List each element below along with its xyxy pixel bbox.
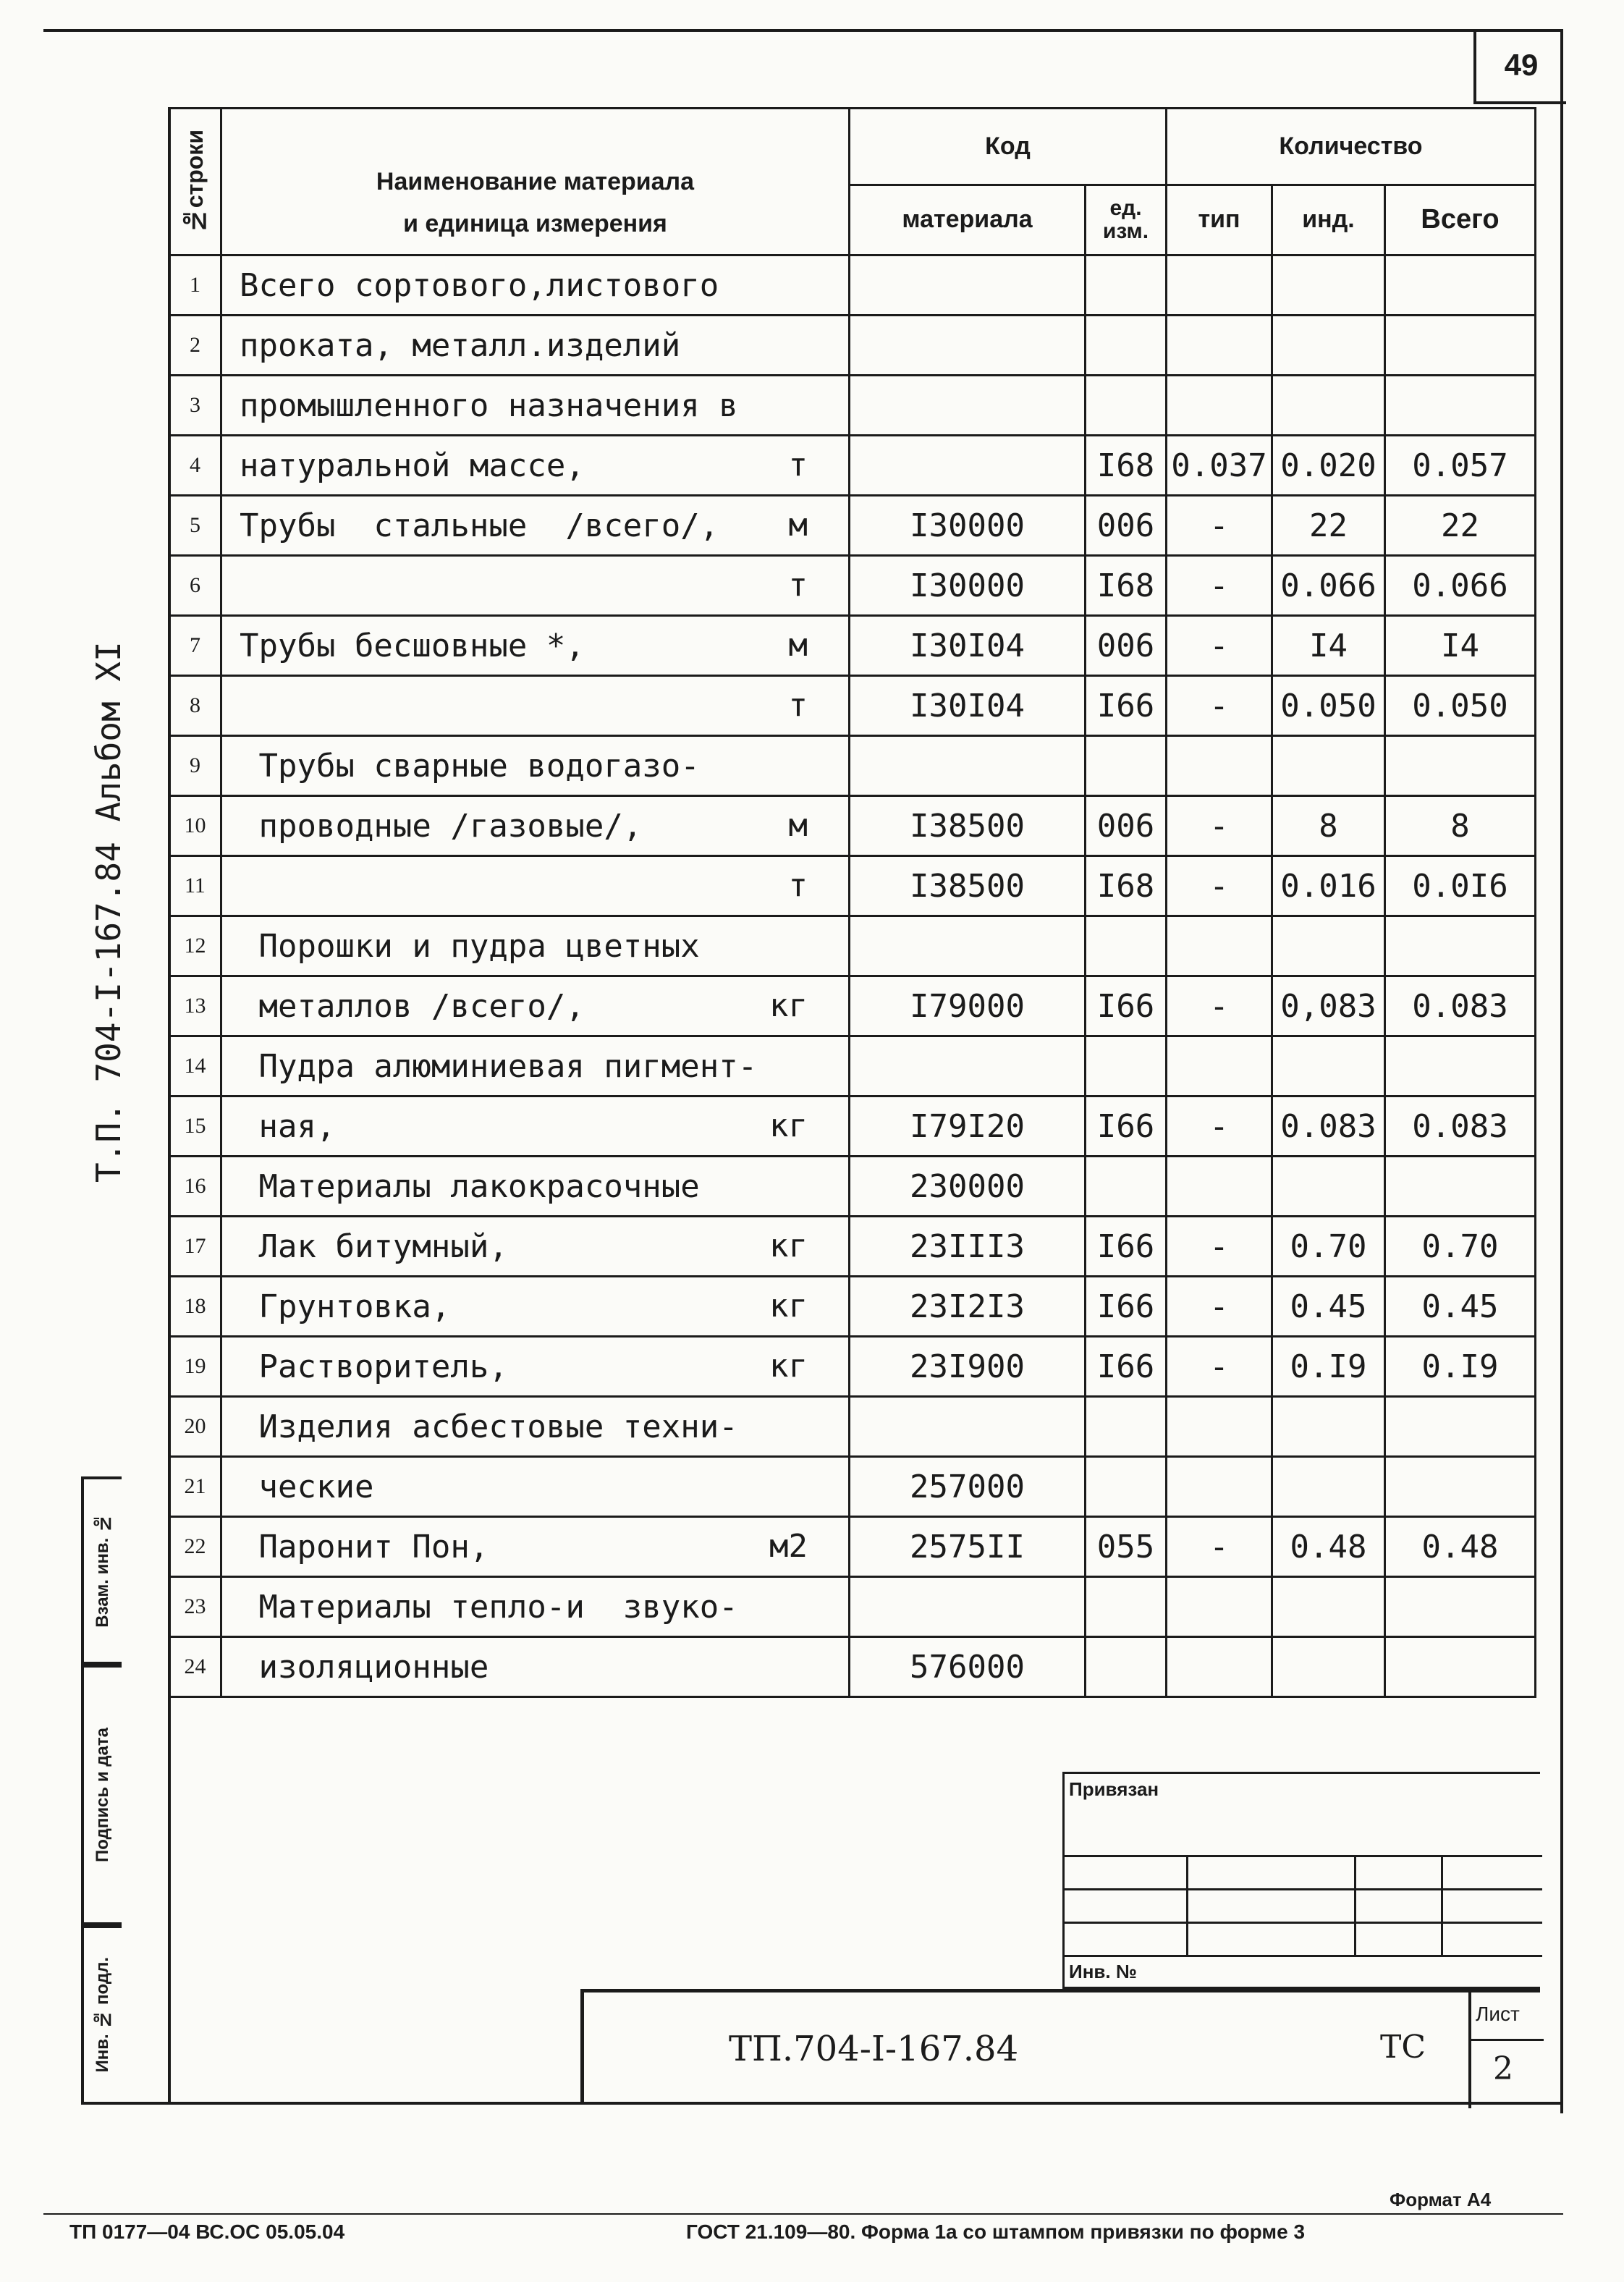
material-name-text: Трубы бесшовные *, [240, 627, 585, 664]
qty-total-cell [1385, 376, 1536, 436]
row-number-cell: 24 [169, 1637, 221, 1697]
row-number-cell: 8 [169, 676, 221, 736]
material-name-cell [221, 796, 850, 856]
qty-ind-cell: 0.050 [1272, 676, 1385, 736]
qty-ind-cell: 0.45 [1272, 1277, 1385, 1337]
material-code-cell: 230000 [850, 1157, 1086, 1217]
material-name-cell [221, 616, 850, 676]
material-code-cell: 257000 [850, 1457, 1086, 1517]
qty-type-cell [1167, 1397, 1272, 1457]
qty-total-cell: 0.45 [1385, 1277, 1536, 1337]
unit-code-cell: I68 [1086, 856, 1167, 916]
bound-line-3 [1065, 1922, 1542, 1924]
qty-type-cell: - [1167, 496, 1272, 556]
unit-code-cell [1086, 376, 1167, 436]
qty-ind-cell: 0.I9 [1272, 1337, 1385, 1397]
qty-ind-cell [1272, 376, 1385, 436]
material-name-cell [221, 1036, 850, 1096]
table-row [169, 376, 1536, 436]
unit-code-cell: I66 [1086, 976, 1167, 1036]
header-qty-ind: инд. [1272, 185, 1385, 255]
qty-total-cell: 0.083 [1385, 976, 1536, 1036]
qty-type-cell [1167, 1457, 1272, 1517]
materials-table [168, 107, 1536, 1698]
unit-code-cell [1086, 1036, 1167, 1096]
header-row-number-text: №строки [182, 129, 208, 234]
unit-code-cell [1086, 1577, 1167, 1637]
qty-type-cell [1167, 1577, 1272, 1637]
header-name-text: Наименование материала и единица измерения [376, 168, 695, 237]
table-row [169, 255, 1536, 316]
material-name-text: промышленного назначения в [240, 386, 738, 424]
frame-top-line [43, 29, 1563, 32]
qty-ind-cell [1272, 1457, 1385, 1517]
material-name-text: Лак битумный, [240, 1227, 508, 1265]
unit-text: кг [769, 1107, 808, 1144]
qty-ind-cell: 0.48 [1272, 1517, 1385, 1577]
material-name-cell [221, 1277, 850, 1337]
qty-ind-cell [1272, 255, 1385, 316]
unit-code-cell [1086, 1637, 1167, 1697]
bound-vline-2 [1354, 1855, 1356, 1955]
unit-code-cell: I66 [1086, 676, 1167, 736]
table-row [169, 1457, 1536, 1517]
unit-code-cell: I66 [1086, 1096, 1167, 1157]
table-row [169, 976, 1536, 1036]
unit-code-cell: I66 [1086, 1337, 1167, 1397]
qty-ind-cell: 0.016 [1272, 856, 1385, 916]
row-number-cell: 4 [169, 436, 221, 496]
qty-ind-cell [1272, 1577, 1385, 1637]
row-number-cell: 5 [169, 496, 221, 556]
qty-ind-cell: 0.083 [1272, 1096, 1385, 1157]
row-number-cell: 13 [169, 976, 221, 1036]
material-name-text: Растворитель, [240, 1348, 508, 1385]
unit-code-cell [1086, 916, 1167, 976]
stamp-signature-date [81, 1665, 122, 1925]
qty-type-cell: - [1167, 1517, 1272, 1577]
table-body [169, 255, 1536, 1697]
qty-total-cell [1385, 1637, 1536, 1697]
qty-type-cell [1167, 376, 1272, 436]
qty-ind-cell: 0.020 [1272, 436, 1385, 496]
qty-type-cell [1167, 1036, 1272, 1096]
frame-right-line [1560, 29, 1563, 2113]
footer-left: ТП 0177—04 ВС.ОС 05.05.04 [69, 2220, 345, 2243]
qty-ind-cell: I4 [1272, 616, 1385, 676]
table-row [169, 1157, 1536, 1217]
row-number-cell: 20 [169, 1397, 221, 1457]
qty-total-cell: 0.050 [1385, 676, 1536, 736]
material-code-cell: I30I04 [850, 616, 1086, 676]
qty-ind-cell [1272, 316, 1385, 376]
unit-text: т [788, 867, 808, 904]
material-name-cell [221, 436, 850, 496]
bound-label: Привязан [1069, 1778, 1159, 1800]
table-row [169, 1096, 1536, 1157]
unit-code-cell: I68 [1086, 556, 1167, 616]
header-code-material: материала [850, 185, 1086, 255]
unit-code-cell: 006 [1086, 796, 1167, 856]
sheet-number: 2 [1493, 2050, 1513, 2087]
material-code-cell: I30000 [850, 556, 1086, 616]
material-code-cell: I38500 [850, 796, 1086, 856]
qty-total-cell: 0.I9 [1385, 1337, 1536, 1397]
unit-text: м2 [769, 1528, 808, 1565]
unit-code-cell: 006 [1086, 496, 1167, 556]
material-name-cell [221, 856, 850, 916]
qty-ind-cell [1272, 1036, 1385, 1096]
table-row [169, 496, 1536, 556]
stamp-orig-inv [81, 1925, 122, 2105]
format-label: Формат А4 [1390, 2189, 1492, 2210]
table-row [169, 856, 1536, 916]
unit-code-cell [1086, 1397, 1167, 1457]
material-name-cell [221, 496, 850, 556]
qty-type-cell: - [1167, 676, 1272, 736]
header-name [221, 109, 850, 255]
qty-total-cell [1385, 316, 1536, 376]
unit-text: кг [769, 1348, 808, 1385]
unit-text: кг [769, 987, 808, 1024]
material-name-text: натуральной массе, [240, 447, 585, 484]
material-code-cell: 23I2I3 [850, 1277, 1086, 1337]
qty-type-cell [1167, 1157, 1272, 1217]
qty-total-cell: 22 [1385, 496, 1536, 556]
qty-type-cell: 0.037 [1167, 436, 1272, 496]
qty-total-cell [1385, 1457, 1536, 1517]
qty-type-cell: - [1167, 1337, 1272, 1397]
inv-label: Инв. № [1069, 1961, 1137, 1982]
unit-code-cell [1086, 255, 1167, 316]
row-number-cell: 7 [169, 616, 221, 676]
material-name-text: проката, металл.изделий [240, 326, 681, 364]
page-number: 49 [1473, 29, 1566, 104]
qty-total-cell: 0.70 [1385, 1217, 1536, 1277]
header-quantity-group: Количество [1167, 109, 1536, 185]
row-number-cell: 17 [169, 1217, 221, 1277]
material-name-cell [221, 1457, 850, 1517]
material-name-text: ная, [240, 1107, 336, 1145]
material-name-cell [221, 676, 850, 736]
header-code-unit: ед. изм. [1086, 185, 1167, 255]
qty-ind-cell [1272, 1157, 1385, 1217]
row-number-cell: 18 [169, 1277, 221, 1337]
table-row [169, 916, 1536, 976]
row-number-cell: 23 [169, 1577, 221, 1637]
material-name-text: изоляционные [240, 1648, 489, 1686]
material-name-cell [221, 376, 850, 436]
footer-center: ГОСТ 21.109—80. Форма 1а со штампом привязки по форме 3 [686, 2220, 1306, 2243]
qty-total-cell [1385, 1157, 1536, 1217]
material-name-text: Изделия асбестовые техни- [240, 1408, 738, 1445]
unit-code-cell [1086, 1157, 1167, 1217]
qty-ind-cell [1272, 1637, 1385, 1697]
row-number-cell: 15 [169, 1096, 221, 1157]
qty-type-cell: - [1167, 556, 1272, 616]
qty-type-cell: - [1167, 856, 1272, 916]
table-row [169, 1577, 1536, 1637]
material-code-cell: I30000 [850, 496, 1086, 556]
material-name-cell [221, 556, 850, 616]
material-name-cell [221, 1337, 850, 1397]
unit-text: т [788, 687, 808, 724]
unit-text: кг [769, 1227, 808, 1264]
table-row [169, 616, 1536, 676]
material-name-cell [221, 916, 850, 976]
qty-ind-cell [1272, 736, 1385, 796]
material-code-cell: I38500 [850, 856, 1086, 916]
doc-code: ТС [1380, 2029, 1426, 2066]
stamp-orig-inv-label: Инв. № подл. [93, 1957, 112, 2073]
qty-type-cell [1167, 316, 1272, 376]
row-number-cell: 9 [169, 736, 221, 796]
stamp-replace-inv [81, 1476, 122, 1665]
material-name-cell [221, 1096, 850, 1157]
sheet-cell-hline [1468, 2039, 1544, 2041]
unit-text: м [788, 507, 808, 544]
material-name-cell [221, 736, 850, 796]
designation: ТП.704-I-167.84 [729, 2029, 1019, 2069]
material-code-cell: I79000 [850, 976, 1086, 1036]
material-code-cell [850, 436, 1086, 496]
material-name-cell [221, 255, 850, 316]
table-row [169, 1036, 1536, 1096]
table-row [169, 1337, 1536, 1397]
qty-type-cell [1167, 916, 1272, 976]
qty-type-cell [1167, 736, 1272, 796]
unit-code-cell: 055 [1086, 1517, 1167, 1577]
material-code-cell [850, 1397, 1086, 1457]
material-name-text: ческие [240, 1468, 374, 1505]
qty-total-cell [1385, 1577, 1536, 1637]
qty-total-cell: 8 [1385, 796, 1536, 856]
table-row [169, 436, 1536, 496]
material-code-cell: 576000 [850, 1637, 1086, 1697]
qty-total-cell: 0.0I6 [1385, 856, 1536, 916]
row-number-cell: 6 [169, 556, 221, 616]
bound-line-1 [1065, 1855, 1542, 1857]
bound-line-2 [1065, 1888, 1542, 1890]
material-name-cell [221, 976, 850, 1036]
qty-ind-cell: 0.70 [1272, 1217, 1385, 1277]
material-code-cell [850, 255, 1086, 316]
row-number-cell: 12 [169, 916, 221, 976]
qty-type-cell: - [1167, 1217, 1272, 1277]
qty-ind-cell: 0.066 [1272, 556, 1385, 616]
qty-total-cell [1385, 255, 1536, 316]
qty-type-cell: - [1167, 616, 1272, 676]
material-code-cell [850, 376, 1086, 436]
material-name-text: Трубы стальные /всего/, [240, 507, 719, 544]
qty-type-cell: - [1167, 1277, 1272, 1337]
qty-type-cell [1167, 1637, 1272, 1697]
row-number-cell: 10 [169, 796, 221, 856]
material-name-text: Пудра алюминиевая пигмент- [240, 1047, 758, 1085]
material-code-cell [850, 1577, 1086, 1637]
unit-code-cell: I66 [1086, 1217, 1167, 1277]
material-code-cell: 23III3 [850, 1217, 1086, 1277]
row-number-cell: 16 [169, 1157, 221, 1217]
header-code-group: Код [850, 109, 1167, 185]
qty-total-cell: 0.057 [1385, 436, 1536, 496]
sheet-cell-vline [1468, 1992, 1471, 2108]
side-designation: Т.П. 704-I-167.84 Альбом XI [89, 641, 128, 1183]
table-row [169, 316, 1536, 376]
header-qty-total: Всего [1385, 185, 1536, 255]
qty-ind-cell [1272, 1397, 1385, 1457]
material-code-cell [850, 1036, 1086, 1096]
bound-block [1062, 1772, 1540, 1989]
material-name-text: Трубы сварные водогазо- [240, 747, 700, 785]
row-number-cell: 21 [169, 1457, 221, 1517]
table-row [169, 676, 1536, 736]
material-name-cell [221, 1397, 850, 1457]
qty-total-cell: 0.066 [1385, 556, 1536, 616]
header-qty-type: тип [1167, 185, 1272, 255]
unit-code-cell: I66 [1086, 1277, 1167, 1337]
qty-total-cell [1385, 1397, 1536, 1457]
material-name-text: Паронит Пон, [240, 1528, 489, 1565]
table-row [169, 796, 1536, 856]
material-name-text: металлов /всего/, [240, 987, 585, 1025]
qty-ind-cell: 22 [1272, 496, 1385, 556]
material-name-cell [221, 1517, 850, 1577]
material-name-text: проводные /газовые/, [240, 807, 643, 845]
qty-type-cell: - [1167, 1096, 1272, 1157]
qty-total-cell [1385, 1036, 1536, 1096]
row-number-cell: 22 [169, 1517, 221, 1577]
unit-code-cell [1086, 736, 1167, 796]
qty-total-cell: 0.083 [1385, 1096, 1536, 1157]
unit-code-cell [1086, 1457, 1167, 1517]
bound-vline-3 [1441, 1855, 1443, 1955]
qty-total-cell: I4 [1385, 616, 1536, 676]
table-row [169, 556, 1536, 616]
qty-type-cell [1167, 255, 1272, 316]
material-name-cell [221, 1217, 850, 1277]
material-name-cell [221, 316, 850, 376]
material-name-text: Всего сортового,листового [240, 266, 719, 304]
row-number-cell: 11 [169, 856, 221, 916]
material-name-cell [221, 1577, 850, 1637]
title-block [580, 1989, 1540, 2105]
material-code-cell [850, 916, 1086, 976]
material-name-cell [221, 1637, 850, 1697]
material-name-text: Материалы тепло-и звуко- [240, 1588, 738, 1626]
footer-line [43, 2213, 1563, 2215]
table-row [169, 1277, 1536, 1337]
qty-total-cell [1385, 736, 1536, 796]
unit-text: кг [769, 1288, 808, 1324]
table-row [169, 1217, 1536, 1277]
table-row [169, 1517, 1536, 1577]
qty-type-cell: - [1167, 796, 1272, 856]
qty-total-cell [1385, 916, 1536, 976]
qty-type-cell: - [1167, 976, 1272, 1036]
stamp-signature-date-label: Подпись и дата [93, 1728, 112, 1862]
unit-code-cell: I68 [1086, 436, 1167, 496]
row-number-cell: 2 [169, 316, 221, 376]
row-number-cell: 14 [169, 1036, 221, 1096]
table-row [169, 1637, 1536, 1697]
header-row-number [169, 109, 221, 255]
bound-vline-1 [1186, 1855, 1188, 1955]
material-name-text: Материалы лакокрасочные [240, 1167, 700, 1205]
table-row [169, 1397, 1536, 1457]
table-row [169, 736, 1536, 796]
bound-line-4 [1065, 1955, 1542, 1957]
qty-ind-cell: 0,083 [1272, 976, 1385, 1036]
material-name-text: Грунтовка, [240, 1288, 451, 1325]
unit-text: м [788, 627, 808, 664]
material-code-cell: I79I20 [850, 1096, 1086, 1157]
unit-text: м [788, 807, 808, 844]
unit-code-cell [1086, 316, 1167, 376]
row-number-cell: 3 [169, 376, 221, 436]
row-number-cell: 1 [169, 255, 221, 316]
material-code-cell [850, 316, 1086, 376]
material-code-cell: 23I900 [850, 1337, 1086, 1397]
sheet-label: Лист [1476, 2003, 1520, 2025]
qty-total-cell: 0.48 [1385, 1517, 1536, 1577]
material-name-text: Порошки и пудра цветных [240, 927, 700, 965]
row-number-cell: 19 [169, 1337, 221, 1397]
unit-text: т [788, 447, 808, 483]
material-code-cell: 2575II [850, 1517, 1086, 1577]
unit-text: т [788, 567, 808, 604]
material-code-cell [850, 736, 1086, 796]
material-code-cell: I30I04 [850, 676, 1086, 736]
material-name-cell [221, 1157, 850, 1217]
stamp-replace-inv-label: Взам. инв. № [93, 1513, 112, 1628]
qty-ind-cell [1272, 916, 1385, 976]
unit-code-cell: 006 [1086, 616, 1167, 676]
qty-ind-cell: 8 [1272, 796, 1385, 856]
